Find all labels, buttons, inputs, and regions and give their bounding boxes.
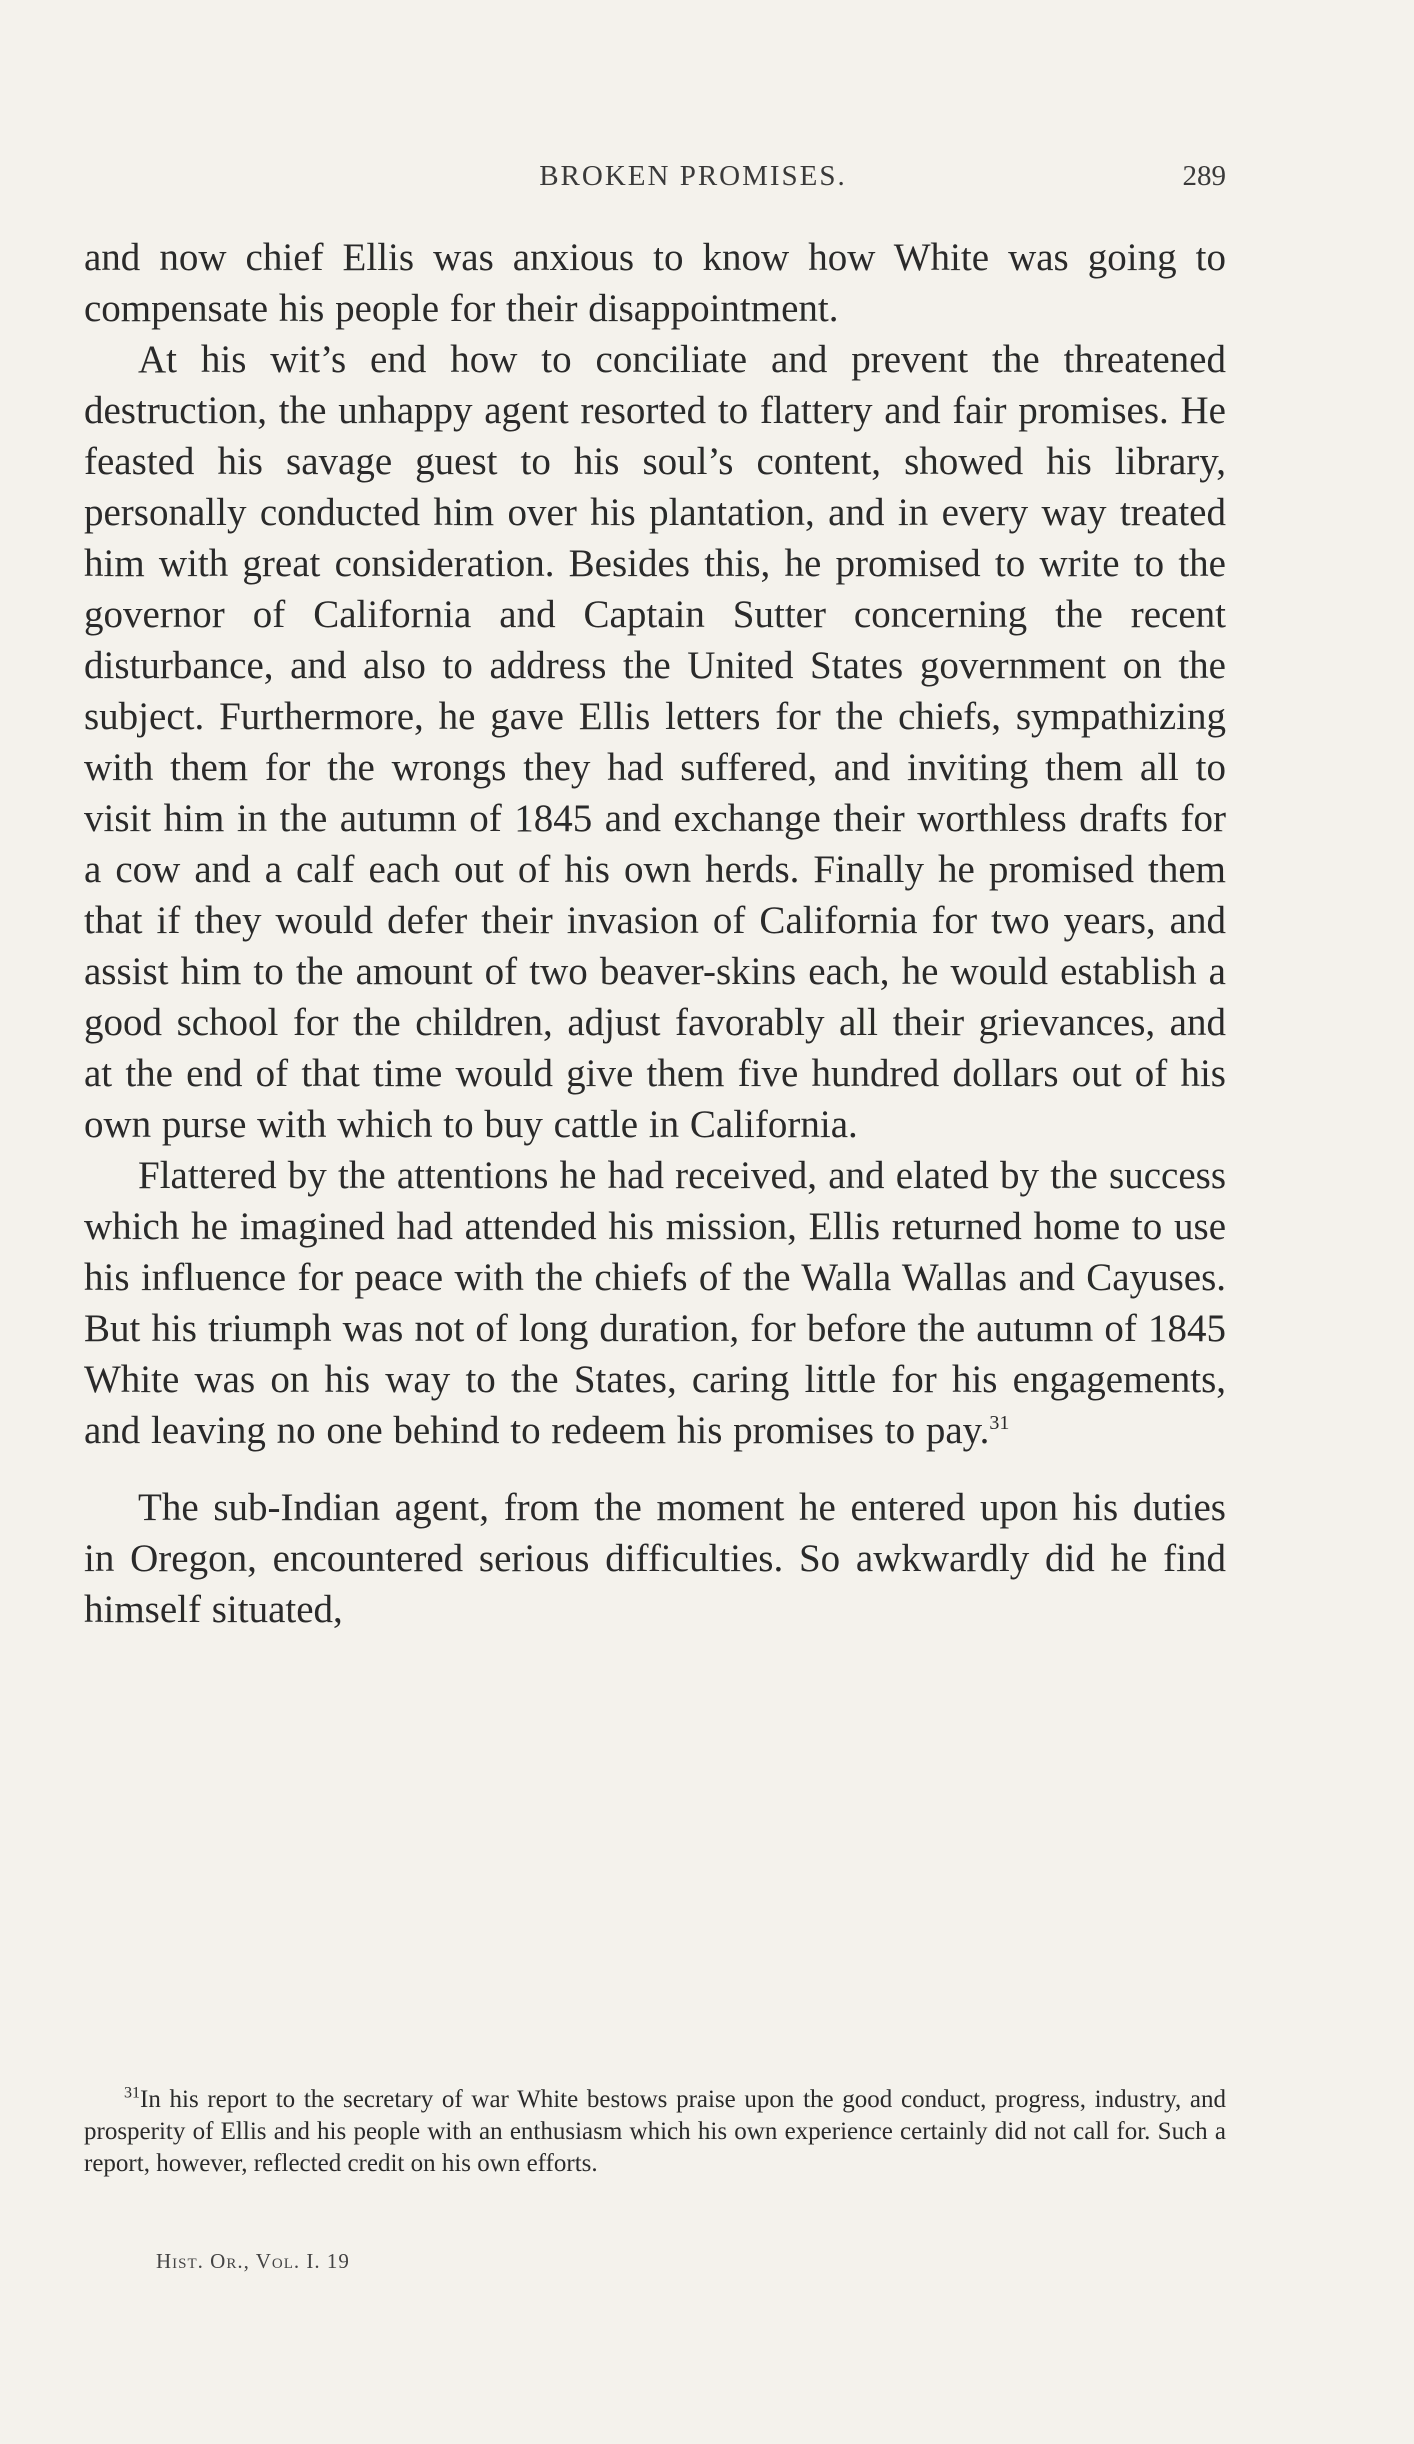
paragraph: At his wit’s end how to conciliate and prevent the threatened destruction, the unhappy agent resorted to flattery and fair promises. He feasted his savage guest to his soul’s content, showed his library, personally conducted him over his plantation, and in every way treated him with great consideration. Besides this, he promised to write to the governor of California and Captain Sutter concerning the recent disturbance, and also to address the United States government on the subject. Furthermore, he gave Ellis letters for the chiefs, sympathizing with them for the wrongs they had suffered, and inviting them all to visit him in the autumn of 1845 and exchange their worthless drafts for a cow and a calf each out of his own herds. Finally he promised them that if they would defer their invasion of California for two years, and assist him to the amount of two beaver-skins each, he would establish a good school for the children, adjust favorably all their grievances, and at the end of that time would give them five hundred dollars out of his own purse with which to buy cattle in California. [84,338,1226,1146]
footnote-paragraph [84,2084,1226,2180]
footnote-number: 31 [124,2084,140,2102]
signature-mark [156,2249,350,2274]
paragraph: The sub-Indian agent, from the moment he entered upon his duties in Oregon, encountered serious difficulties. So awkwardly did he find himself situated, [84,1486,1226,1631]
signature-text: Hist. Or., Vol. I. 19 [156,2249,350,2273]
running-title: BROKEN PROMISES. [539,160,847,192]
paragraph-continued: and now chief Ellis was anxious to know how White was going to compensate his people for their disappointment. [84,236,1226,330]
page-header [160,160,1226,204]
footnote-text: In his report to the secretary of war White bestows praise upon the good conduct, progress, industry, and prosperity of Ellis and his people with an enthusiasm which his own experience certainly did not call for. Such a report, however, reflected credit on his own efforts. [84,2086,1226,2177]
paragraph-with-footnote [84,1150,1226,1456]
footnote-reference: 31 [989,1412,1010,1434]
page-number: 289 [1182,160,1226,192]
footnote [84,2084,1226,2180]
body-text [84,232,1226,1635]
paragraph-text: Flattered by the attentions he had received, and elated by the success which he imagined had attended his mission, Ellis returned home to use his influence for peace with the chiefs of the Walla Wallas and Cayuses. But his triumph was not of long duration, for before the autumn of 1845 White was on his way to the States, caring little for his engagements, and leaving no one behind to redeem his promises to pay. [84,1154,1226,1452]
